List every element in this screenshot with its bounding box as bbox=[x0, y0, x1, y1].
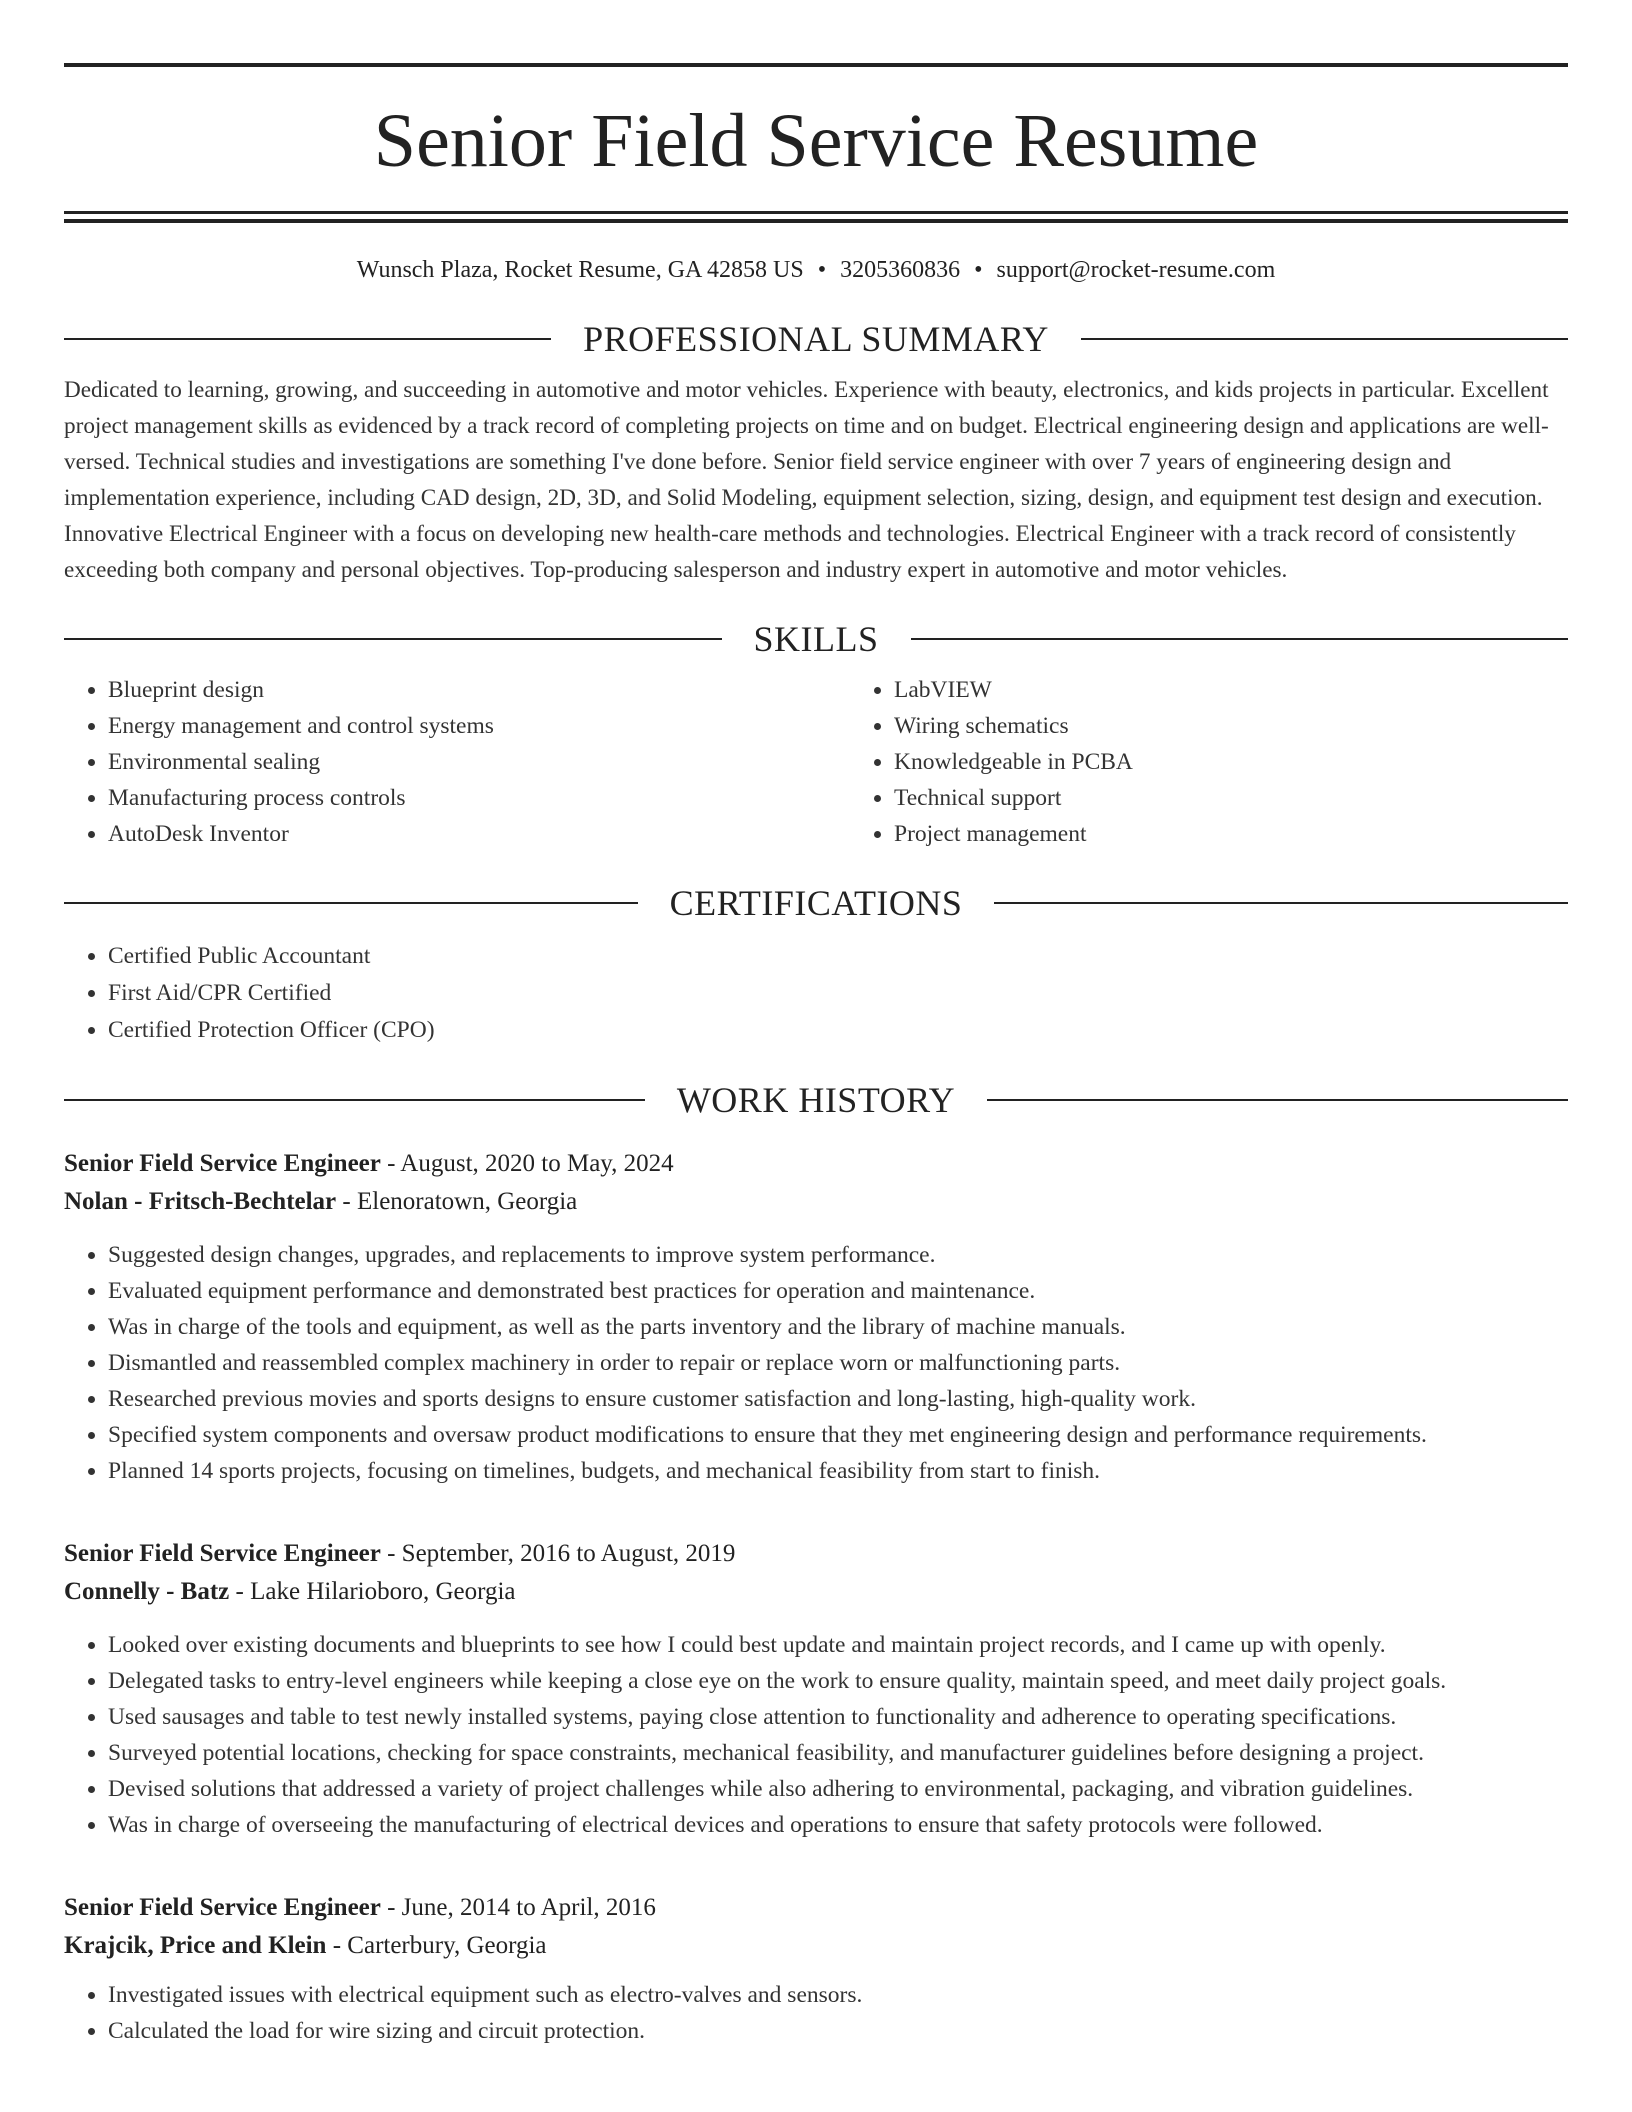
summary-text: Dedicated to learning, growing, and succeeding in automotive and motor vehicles. Experience with beauty, electronics, and kids projects in particular. Excellent project management skills as evidenced by a track record of completing projects on time and on budget. Electrical engineering design and applications are well-versed. Technical studies and investigations are something I've done before. Senior field service engineer with over 7 years of engineering design and implementation experience, including CAD design, 2D, 3D, and Solid Modeling, equipment selection, sizing, design, and equipment test design and execution. Innovative Electrical Engineer with a focus on developing new health-care methods and technologies. Electrical Engineer with a track record of consistently exceeding both company and personal objectives. Top-producing salesperson and industry expert in automotive and motor vehicles. bbox=[64, 377, 1549, 583]
work-heading-label: WORK HISTORY bbox=[676, 1080, 956, 1120]
job-bullet: • Suggested design changes, upgrades, and replacements to improve system performance. bbox=[108, 1237, 1568, 1273]
job-title: Senior Field Service Engineer bbox=[64, 1150, 381, 1177]
job-bullet: • Researched previous movies and sports designs to ensure customer satisfaction and long-lasting, high-quality work. bbox=[108, 1381, 1568, 1417]
job-company-line bbox=[64, 1183, 1568, 1221]
skills-list-right bbox=[850, 672, 1632, 852]
resume-page bbox=[64, 0, 1568, 2049]
contact-phone: 3205360836 bbox=[840, 257, 961, 283]
skills-list-left bbox=[64, 672, 850, 852]
skill-item: • Manufacturing process controls bbox=[108, 780, 850, 816]
job-title: Senior Field Service Engineer bbox=[64, 1894, 381, 1921]
summary-section-heading bbox=[64, 318, 1568, 360]
skills-section-heading bbox=[64, 618, 1568, 660]
job-bullet: • Used sausages and table to test newly installed systems, paying close attention to functionality and adherence to operating specifications. bbox=[108, 1699, 1568, 1735]
certifications-section-heading bbox=[64, 882, 1568, 924]
certifications-list bbox=[64, 938, 1568, 1049]
job-company: Krajcik, Price and Klein bbox=[64, 1932, 327, 1959]
job-company-line bbox=[64, 1927, 1568, 1965]
job-company-line bbox=[64, 1573, 1568, 1611]
skill-item: • Knowledgeable in PCBA bbox=[894, 744, 1632, 780]
job-bullet: • Looked over existing documents and blueprints to see how I could best update and maintain project records, and I came up with openly. bbox=[108, 1627, 1568, 1663]
job-title-line bbox=[64, 1535, 1568, 1573]
job-company: Nolan - Fritsch-Bechtelar bbox=[64, 1188, 337, 1215]
job-bullets bbox=[64, 1237, 1568, 1489]
heading-rule-left bbox=[64, 638, 722, 640]
job-bullet: • Evaluated equipment performance and demonstrated best practices for operation and maintenance. bbox=[108, 1273, 1568, 1309]
contact-address: Wunsch Plaza, Rocket Resume, GA 42858 US bbox=[356, 257, 804, 283]
job-company: Connelly - Batz bbox=[64, 1578, 230, 1605]
skill-item: • Project management bbox=[894, 816, 1632, 852]
contact-separator: • bbox=[817, 257, 827, 283]
job-title: Senior Field Service Engineer bbox=[64, 1540, 381, 1567]
job-bullet: • Devised solutions that addressed a variety of project challenges while also adhering to environmental, packaging, and vibration guidelines. bbox=[108, 1771, 1568, 1807]
job-bullets bbox=[64, 1627, 1568, 1843]
heading-rule-right bbox=[994, 902, 1568, 904]
certification-item: • Certified Protection Officer (CPO) bbox=[108, 1012, 1568, 1049]
skills-columns bbox=[64, 672, 1568, 852]
work-section-heading bbox=[64, 1079, 1568, 1121]
heading-rule-right bbox=[911, 638, 1569, 640]
job-entry bbox=[64, 1889, 1568, 2049]
job-dates: - August, 2020 to May, 2024 bbox=[380, 1150, 674, 1177]
title-double-rule bbox=[64, 211, 1568, 223]
heading-rule-left bbox=[64, 338, 551, 340]
skill-item: • Wiring schematics bbox=[894, 708, 1632, 744]
job-location: - Carterbury, Georgia bbox=[326, 1932, 547, 1959]
job-bullets bbox=[64, 1977, 1568, 2049]
contact-email: support@rocket-resume.com bbox=[996, 257, 1276, 283]
job-bullet: • Dismantled and reassembled complex machinery in order to repair or replace worn or malfunctioning parts. bbox=[108, 1345, 1568, 1381]
heading-rule-right bbox=[1081, 338, 1568, 340]
summary-heading-label: PROFESSIONAL SUMMARY bbox=[583, 319, 1049, 359]
job-bullet: • Was in charge of overseeing the manufacturing of electrical devices and operations to ensure that safety protocols were followed. bbox=[108, 1807, 1568, 1843]
job-dates: - September, 2016 to August, 2019 bbox=[380, 1540, 736, 1567]
job-bullet: • Delegated tasks to entry-level engineers while keeping a close eye on the work to ensure quality, maintain speed, and meet daily project goals. bbox=[108, 1663, 1568, 1699]
job-bullet: • Calculated the load for wire sizing and circuit protection. bbox=[108, 2013, 1568, 2049]
certification-item: • Certified Public Accountant bbox=[108, 938, 1568, 975]
skill-item: • Blueprint design bbox=[108, 672, 850, 708]
job-entry bbox=[64, 1145, 1568, 1489]
job-location: - Elenoratown, Georgia bbox=[336, 1188, 578, 1215]
job-dates: - June, 2014 to April, 2016 bbox=[380, 1894, 656, 1921]
job-bullet: • Was in charge of the tools and equipment, as well as the parts inventory and the library of machine manuals. bbox=[108, 1309, 1568, 1345]
skill-item: • Environmental sealing bbox=[108, 744, 850, 780]
job-entry bbox=[64, 1535, 1568, 1843]
certifications-heading-label: CERTIFICATIONS bbox=[669, 883, 963, 923]
heading-rule-left bbox=[64, 902, 638, 904]
job-bullet: • Investigated issues with electrical equipment such as electro-valves and sensors. bbox=[108, 1977, 1568, 2013]
skill-item: • AutoDesk Inventor bbox=[108, 816, 850, 852]
heading-rule-right bbox=[987, 1099, 1568, 1101]
contact-line bbox=[64, 257, 1568, 284]
job-title-line bbox=[64, 1145, 1568, 1183]
job-bullet: • Surveyed potential locations, checking for space constraints, mechanical feasibility, and manufacturer guidelines before designing a project. bbox=[108, 1735, 1568, 1771]
skill-item: • Technical support bbox=[894, 780, 1632, 816]
job-title-line bbox=[64, 1889, 1568, 1927]
heading-rule-left bbox=[64, 1099, 645, 1101]
job-bullet: • Specified system components and oversaw product modifications to ensure that they met engineering design and performance requirements. bbox=[108, 1417, 1568, 1453]
skill-item: • LabVIEW bbox=[894, 672, 1632, 708]
contact-separator: • bbox=[974, 257, 983, 283]
top-rule bbox=[64, 63, 1568, 67]
skill-item: • Energy management and control systems bbox=[108, 708, 850, 744]
job-location: - Lake Hilarioboro, Georgia bbox=[229, 1578, 516, 1605]
job-bullet: • Planned 14 sports projects, focusing on timelines, budgets, and mechanical feasibility from start to finish. bbox=[108, 1453, 1568, 1489]
page-title: Senior Field Service Resume bbox=[373, 99, 1259, 183]
skills-heading-label: SKILLS bbox=[753, 619, 879, 659]
certification-item: • First Aid/CPR Certified bbox=[108, 975, 1568, 1012]
